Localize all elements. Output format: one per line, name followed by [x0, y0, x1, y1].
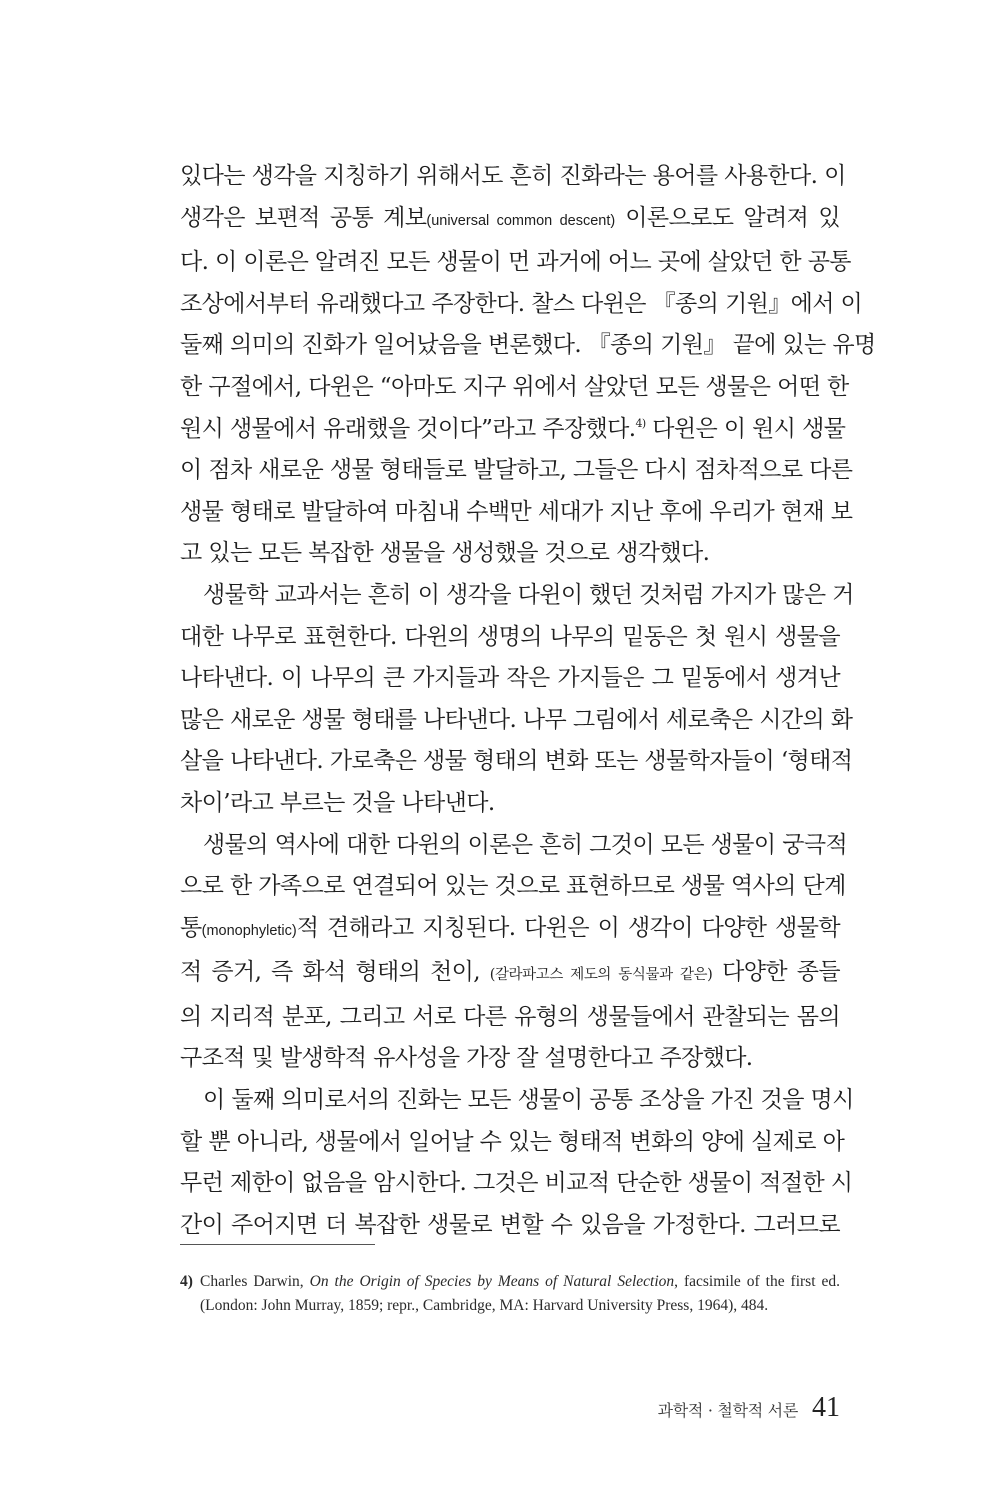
- english-gloss: (universal common descent): [426, 212, 616, 229]
- text-line: 원시 생물에서 유래했을 것이다”라고 주장했다.$^{4)}$ 다윈은 이 원시 생물: [180, 415, 846, 442]
- text-line: 생물의 역사에 대한 다윈의 이론은 흔히 그것이 모든 생물이 궁극적: [203, 831, 848, 858]
- paragraph: [180, 575, 854, 825]
- text-line: 적 증거, 즉 화석 형태의 천이, (갈라파고스 제도의 동식물과 같은) 다양한 종들: [180, 959, 840, 986]
- footnote-divider: [180, 1244, 375, 1245]
- body-text: [180, 156, 876, 1246]
- book-title: On the Origin of Species by Means of Natural Selection: [309, 1273, 675, 1290]
- english-gloss: (monophyletic): [201, 922, 297, 939]
- text-line: 생물 형태로 발달하여 마침내 수백만 세대가 지난 후에 우리가 현재 보: [180, 498, 853, 525]
- text-line: 의 지리적 분포, 그리고 서로 다른 유형의 생물들에서 관찰되는 몸의: [180, 1003, 840, 1030]
- text-line: 생각은 보편적 공통 계보(universal common descent) 이론으로도 알려져 있: [180, 204, 840, 231]
- running-footer: [658, 1392, 840, 1424]
- text-line: 통(monophyletic)적 견해라고 지칭된다. 다윈은 이 생각이 다양한 생물학: [180, 914, 840, 941]
- text-line: 으로 한 가족으로 연결되어 있는 것으로 표현하므로 생물 역사의 단계: [180, 873, 846, 900]
- text-line: 이 점차 새로운 생물 형태들로 발달하고, 그들은 다시 점차적으로 다른: [180, 457, 853, 484]
- text-line: 둘째 의미의 진화가 일어났음을 변론했다. 『종의 기원』 끝에 있는 유명: [180, 332, 876, 359]
- paragraph: [180, 825, 848, 1081]
- text-line: 다. 이 이론은 알려진 모든 생물이 먼 과거에 어느 곳에 살았던 한 공통: [180, 249, 851, 276]
- footnote-marker: 4): [635, 416, 646, 430]
- text-line: 고 있는 모든 복잡한 생물을 생성했을 것으로 생각했다.: [180, 540, 710, 567]
- parenthetical-note: (갈라파고스 제도의 동식물과 같은): [489, 967, 713, 984]
- text-line: 한 구절에서, 다윈은 “아마도 지구 위에서 살았던 모든 생물은 어떤 한: [180, 373, 849, 400]
- text-line: 이 둘째 의미로서의 진화는 모든 생물이 공통 조상을 가진 것을 명시: [203, 1087, 854, 1114]
- text-line: 나타낸다. 이 나무의 큰 가지들과 작은 가지들은 그 밑동에서 생겨난: [180, 665, 840, 692]
- text-line: 간이 주어지면 더 복잡한 생물로 변할 수 있음을 가정한다. 그러므로: [180, 1211, 840, 1238]
- book-section-title: 과학적 · 철학적 서론: [657, 1401, 798, 1420]
- text-line: 살을 나타낸다. 가로축은 생물 형태의 변화 또는 생물학자들이 ‘형태적: [180, 748, 853, 775]
- text-line: 있다는 생각을 지칭하기 위해서도 흔히 진화라는 용어를 사용한다. 이: [180, 163, 846, 189]
- text-line: 많은 새로운 생물 형태를 나타낸다. 나무 그림에서 세로축은 시간의 화: [180, 706, 853, 733]
- paragraph: [180, 1080, 854, 1246]
- text-line: 구조적 및 발생학적 유사성을 가장 잘 설명한다고 주장했다.: [180, 1045, 753, 1072]
- text-line: 대한 나무로 표현한다. 다윈의 생명의 나무의 밑동은 첫 원시 생물을: [180, 623, 840, 650]
- text-line: 차이’라고 부르는 것을 나타낸다.: [180, 789, 495, 816]
- footnote-citation: Charles Darwin, On the Origin of Species by Means of Natural Selection, facsimile of the first ed. (London: John Murray, 1859; repr., Cambridge, MA: Harvard University Press, 1964), 484.: [200, 1273, 840, 1314]
- text-line: 할 뿐 아니라, 생물에서 일어날 수 있는 형태적 변화의 양에 실제로 아: [180, 1128, 845, 1155]
- text-line: 조상에서부터 유래했다고 주장한다. 찰스 다윈은 『종의 기원』에서 이: [180, 290, 863, 317]
- paragraph: [180, 156, 876, 575]
- footnote-number: 4): [180, 1273, 193, 1290]
- text-line: 무런 제한이 없음을 암시한다. 그것은 비교적 단순한 생물이 적절한 시: [180, 1170, 853, 1197]
- text-line: 생물학 교과서는 흔히 이 생각을 다윈이 했던 것처럼 가지가 많은 거: [203, 581, 854, 608]
- page-number: 41: [812, 1392, 840, 1423]
- footnote: [180, 1270, 840, 1317]
